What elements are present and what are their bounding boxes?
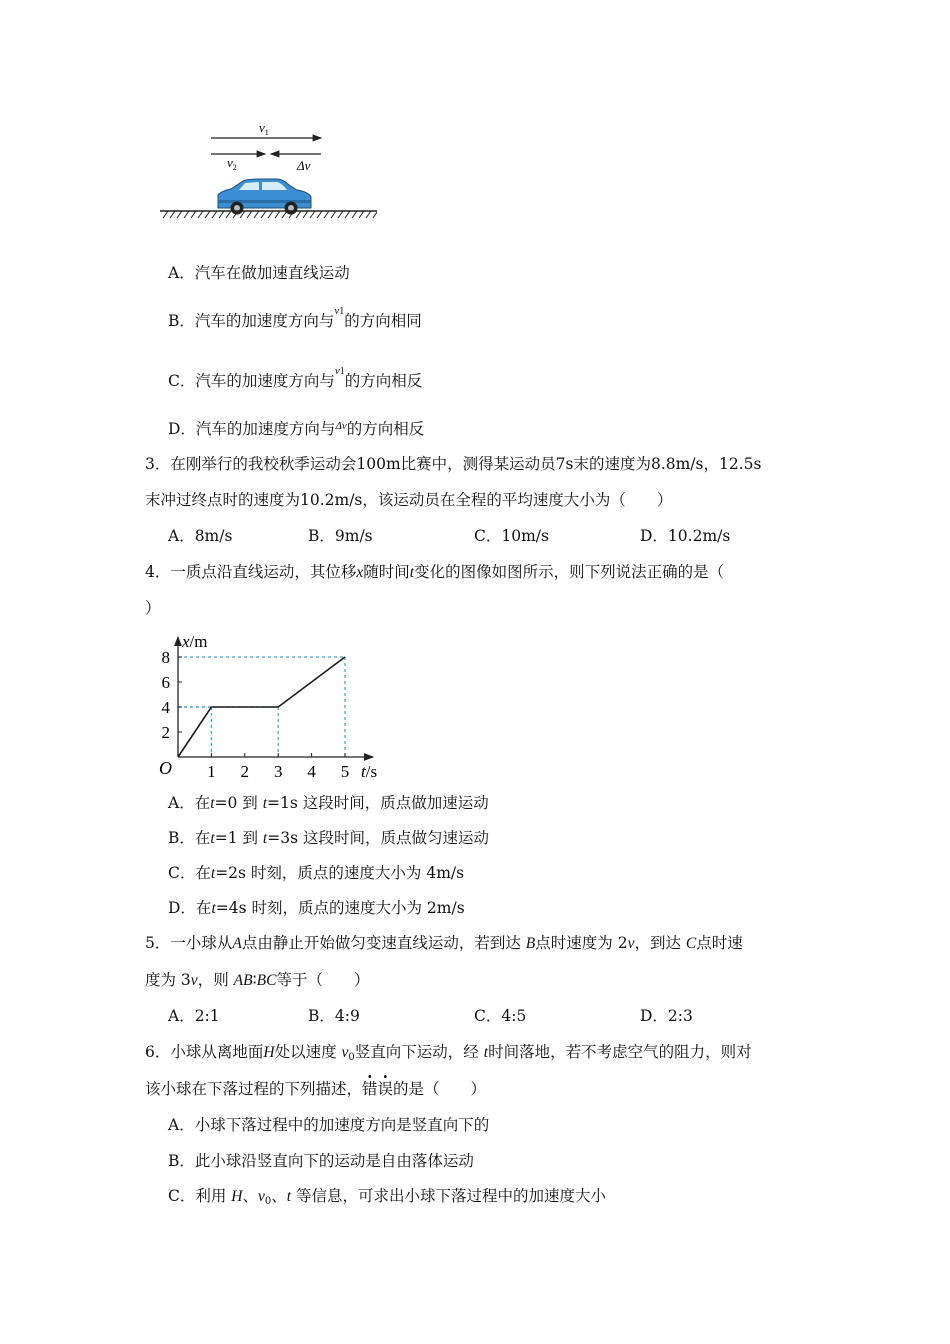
q3-stem-line2: 末冲过终点时的速度为10.2m/s，该运动员在全程的平均速度大小为（ ） [145, 491, 673, 509]
q4-option-d[interactable]: D．在t=4s 时刻，质点的速度大小为 2m/s [168, 899, 465, 917]
v1-label: $v_1$ [259, 120, 269, 137]
x-tick-label: 3 [273, 762, 283, 781]
emphasis-mark: 误 [377, 1080, 394, 1098]
v2-label: $v_2$ [227, 155, 237, 172]
q2-b-post: 的方向相同 [344, 312, 422, 330]
q3-options [0, 526, 950, 548]
q2-b-var: v1 [334, 305, 345, 317]
q6-option-a[interactable]: A．小球下落过程中的加速度方向是竖直向下的 [168, 1116, 490, 1134]
x-tick-label: 5 [340, 762, 350, 781]
q3-option-b[interactable]: B．9m/s [308, 527, 373, 545]
car-icon [218, 179, 311, 215]
q4-option-b[interactable]: B．在t=1 到 t=3s 这段时间，质点做匀速运动 [168, 829, 489, 847]
q5-option-a[interactable]: A．2:1 [168, 1007, 220, 1025]
ground [160, 211, 377, 218]
q2-c-var: v1 [334, 365, 345, 377]
y-axis-label: x/m [182, 632, 208, 651]
q2-d-post: 的方向相反 [346, 420, 425, 438]
y-tick-label: 2 [161, 723, 170, 742]
origin-label: O [159, 758, 172, 778]
q2-d-var: Δv [335, 420, 347, 432]
q5-stem-line1: 5．一小球从A点由静止开始做匀变速直线运动，若到达 B点时速度为 2v，到达 C点时速 [145, 934, 743, 952]
q2-c-text: C．汽车的加速度方向与 [168, 372, 335, 390]
q3-stem-line1: 3．在刚举行的我校秋季运动会100m比赛中，测得某运动员7s末的速度为8.8m/s，12.5s [145, 455, 762, 473]
y-tick-label: 8 [161, 648, 170, 667]
xt-graph [150, 625, 390, 785]
delta-v-label: Δv [297, 158, 311, 173]
q4-option-a[interactable]: A．在t=0 到 t=1s 这段时间，质点做加速运动 [168, 794, 489, 812]
q2-d-text: D．汽车的加速度方向与 [168, 420, 336, 438]
q2-option-d[interactable] [168, 419, 424, 441]
q2-option-b[interactable] [168, 305, 422, 334]
q5-stem-line2: 度为 3v，则 AB∶BC等于（ ） [145, 971, 370, 989]
emphasis-mark: 错 [362, 1080, 378, 1098]
x-axis-label: t/s [361, 762, 378, 781]
q6-option-b[interactable]: B．此小球沿竖直向下的运动是自由落体运动 [168, 1152, 474, 1170]
q4-stem-line2: ） [145, 599, 161, 617]
y-tick-label: 6 [161, 673, 170, 692]
x-tick-label: 2 [240, 762, 250, 781]
q5-options [0, 1006, 950, 1028]
q6-option-c[interactable]: C．利用 H、v0、t 等信息，可求出小球下落过程中的加速度大小 [168, 1187, 607, 1207]
q5-option-d[interactable]: D．2:3 [640, 1007, 693, 1025]
q6-stem-line1: 6．小球从离地面H处以速度 v0竖直向下运动，经 t时间落地，若不考虑空气的阻力，则对 [145, 1043, 752, 1063]
q4-stem-line1: 4．一质点沿直线运动，其位移x随时间t变化的图像如图所示，则下列说法正确的是（ [145, 563, 725, 581]
q6-stem-line2: 该小球在下落过程的下列描述，错误的是（ ） [145, 1080, 487, 1098]
q2-option-a[interactable]: A．汽车在做加速直线运动 [168, 264, 350, 282]
q3-option-c[interactable]: C．10m/s [474, 527, 549, 545]
car-velocity-figure [155, 115, 395, 225]
q4-option-c[interactable]: C．在t=2s 时刻，质点的速度大小为 4m/s [168, 864, 465, 882]
q5-option-b[interactable]: B．4:9 [308, 1007, 360, 1025]
x-tick-label: 1 [207, 762, 216, 781]
q3-option-d[interactable]: D．10.2m/s [640, 527, 731, 545]
x-tick-label: 4 [307, 762, 316, 781]
q2-option-c[interactable] [168, 365, 423, 394]
q3-option-a[interactable]: A．8m/s [168, 527, 233, 545]
q2-b-text: B．汽车的加速度方向与 [168, 312, 335, 330]
q5-option-c[interactable]: C．4:5 [474, 1007, 527, 1025]
q2-c-post: 的方向相反 [344, 372, 423, 390]
y-tick-label: 4 [161, 698, 170, 717]
